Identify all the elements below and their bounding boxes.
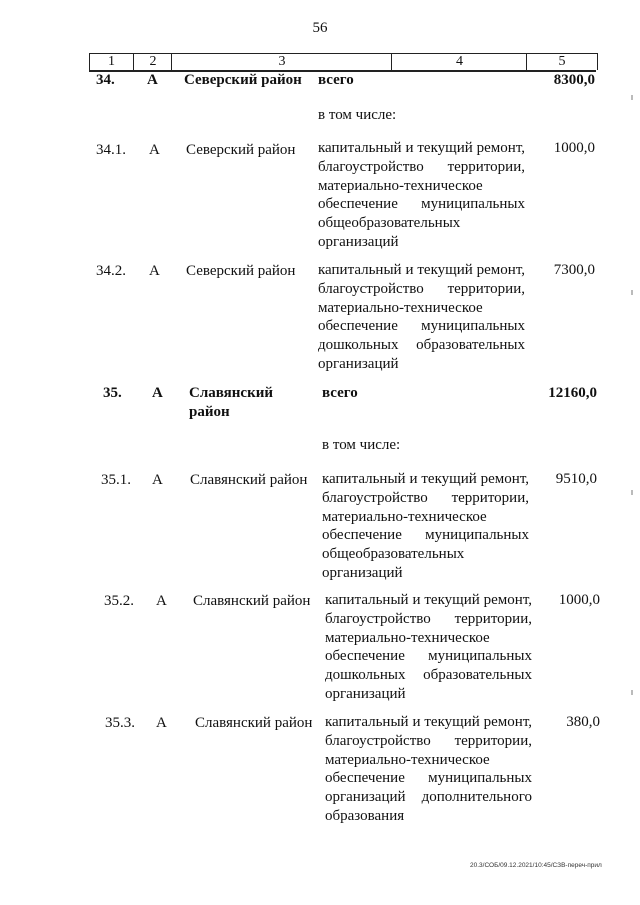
scan-mark <box>631 690 633 695</box>
row-category: А <box>152 385 163 401</box>
row-number: 34.2. <box>96 263 126 279</box>
row-description: капитальный и текущий ремонт, благоустройство территории, материально-техническое обеспечение муниципальных организаций дополнительного образования <box>325 714 532 824</box>
row-number: 34.1. <box>96 142 126 158</box>
row-number: 34. <box>96 72 115 88</box>
row-value: 9510,0 <box>555 471 597 487</box>
row-value: 12160,0 <box>548 385 597 401</box>
row-category: А <box>156 715 167 731</box>
header-col-3: 3 <box>171 54 392 70</box>
row-value: 380,0 <box>566 714 600 730</box>
row-number: 35.3. <box>105 715 135 731</box>
row-number: 35.1. <box>101 472 131 488</box>
row-description: всего <box>322 385 358 401</box>
row-description: капитальный и текущий ремонт, благоустройство территории, материально-техническое обеспечение муниципальных общеобразовательных организаций <box>318 140 525 250</box>
row-category: А <box>156 593 167 609</box>
scan-mark <box>631 95 633 100</box>
table-header <box>89 53 598 70</box>
row-district: Славянский район <box>193 593 311 609</box>
row-value: 7300,0 <box>553 262 595 278</box>
header-col-4: 4 <box>391 54 527 70</box>
row-category: А <box>147 72 158 88</box>
row-district: Славянский район <box>189 385 273 420</box>
row-value: 1000,0 <box>558 592 600 608</box>
row-value: 1000,0 <box>553 140 595 156</box>
row-description: капитальный и текущий ремонт, благоустройство территории, материально-техническое обеспечение муниципальных общеобразовательных организаций <box>322 471 529 581</box>
row-description: капитальный и текущий ремонт, благоустройство территории, материально-техническое обеспечение муниципальных дошкольных образовательных организаций <box>318 262 525 372</box>
row-district: Славянский район <box>190 472 308 488</box>
row-district: Северский район <box>186 263 296 279</box>
row-description: всего <box>318 72 354 88</box>
header-col-1: 1 <box>108 54 115 69</box>
row-category: А <box>152 472 163 488</box>
header-col-2: 2 <box>133 54 172 70</box>
document-footer: 20.3/СОБ/09.12.2021/10:45/СЗВ-переч-прил <box>470 862 602 869</box>
row-category: А <box>149 263 160 279</box>
row-district: Славянский район <box>195 715 313 731</box>
row-district: Северский район <box>184 72 302 88</box>
header-col-5: 5 <box>526 54 597 70</box>
row-description: капитальный и текущий ремонт, благоустройство территории, материально-техническое обеспечение муниципальных дошкольных образовательных организаций <box>325 592 532 702</box>
scan-mark <box>631 290 633 295</box>
row-district: Северский район <box>186 142 296 158</box>
row-value: 8300,0 <box>553 72 595 88</box>
subnote: в том числе: <box>318 107 397 123</box>
scan-mark <box>631 490 633 495</box>
subnote: в том числе: <box>322 437 401 453</box>
row-number: 35.2. <box>104 593 134 609</box>
page-number: 56 <box>312 20 328 36</box>
row-number: 35. <box>103 385 122 401</box>
row-category: А <box>149 142 160 158</box>
